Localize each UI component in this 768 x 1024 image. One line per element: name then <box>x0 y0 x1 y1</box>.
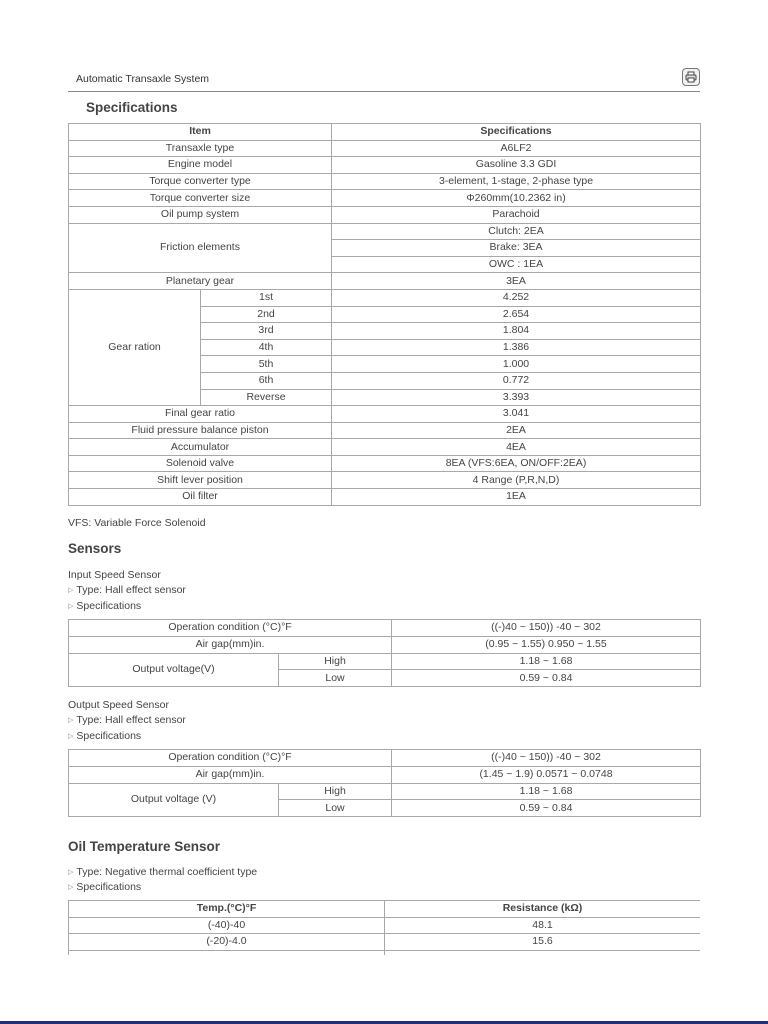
col-header-item: Item <box>69 124 332 141</box>
item-cell: Air gap(mm)in. <box>69 636 392 653</box>
table-header-row <box>69 901 701 918</box>
spec-cell: Clutch: 2EA <box>332 223 701 240</box>
vfs-note: VFS: Variable Force Solenoid <box>68 517 206 529</box>
table-row <box>69 422 701 439</box>
oil-temp-heading: Oil Temperature Sensor <box>68 839 221 854</box>
spec-cell: (1.45 ~ 1.9) 0.0571 ~ 0.0748 <box>392 766 701 783</box>
resistance-cell: 15.6 <box>385 934 701 951</box>
page-title: Automatic Transaxle System <box>76 73 210 85</box>
list-item: ▷ Type: Hall effect sensor <box>68 584 186 597</box>
triangle-bullet-icon: ▷ <box>68 587 74 595</box>
temp-cell <box>69 950 385 955</box>
output-sensor-table <box>68 749 701 817</box>
spec-cell: Φ260mm(10.2362 in) <box>332 190 701 207</box>
input-sensor-info <box>68 568 186 614</box>
list-item: ▷ Type: Hall effect sensor <box>68 714 186 727</box>
spec-cell: (0.95 ~ 1.55) 0.950 ~ 1.55 <box>392 636 701 653</box>
item-cell: Oil pump system <box>69 206 332 223</box>
temp-cell: (-40)-40 <box>69 917 385 934</box>
spec-cell: 1.000 <box>332 356 701 373</box>
sub-item-cell: High <box>279 653 392 670</box>
spec-cell: Gasoline 3.3 GDI <box>332 157 701 174</box>
item-cell: Final gear ratio <box>69 406 332 423</box>
sub-item-cell: 5th <box>201 356 332 373</box>
spec-cell: 2EA <box>332 422 701 439</box>
table-row <box>69 439 701 456</box>
spec-cell: 1.18 ~ 1.68 <box>392 653 701 670</box>
table-row <box>69 206 701 223</box>
list-item: ▷ Specifications <box>68 881 142 894</box>
spec-cell: A6LF2 <box>332 140 701 157</box>
table-row <box>69 472 701 489</box>
item-cell: Friction elements <box>69 223 332 273</box>
sub-item-cell: Low <box>279 800 392 817</box>
item-cell: Oil filter <box>69 489 332 506</box>
table-header-row <box>69 124 701 141</box>
triangle-bullet-icon: ▷ <box>68 884 74 892</box>
sub-item-cell: 3rd <box>201 323 332 340</box>
item-cell: Torque converter type <box>69 173 332 190</box>
table-row <box>69 223 701 240</box>
table-row <box>69 190 701 207</box>
table-row <box>69 140 701 157</box>
oil-temp-table <box>68 900 700 955</box>
output-sensor-info <box>68 698 186 744</box>
table-row <box>69 289 701 306</box>
table-row <box>69 653 701 670</box>
spec-cell: 4EA <box>332 439 701 456</box>
list-item: ▷ Type: Negative thermal coefficient type <box>68 866 258 878</box>
sub-item-cell: High <box>279 783 392 800</box>
spec-cell: 3-element, 1-stage, 2-phase type <box>332 173 701 190</box>
sub-item-cell: 4th <box>201 339 332 356</box>
spec-cell: 0.772 <box>332 372 701 389</box>
item-cell: Operation condition (°C)°F <box>69 750 392 767</box>
spec-cell: 1.804 <box>332 323 701 340</box>
table-row <box>69 783 701 800</box>
item-cell: Transaxle type <box>69 140 332 157</box>
item-cell: Engine model <box>69 157 332 174</box>
resistance-cell: 48.1 <box>385 917 701 934</box>
item-cell: Torque converter size <box>69 190 332 207</box>
spec-cell: 3EA <box>332 273 701 290</box>
col-header-resistance: Resistance (kΩ) <box>385 901 701 918</box>
item-cell: Air gap(mm)in. <box>69 766 392 783</box>
item-cell: Output voltage (V) <box>69 783 279 817</box>
table-row <box>69 917 701 934</box>
spec-cell: 1.18 ~ 1.68 <box>392 783 701 800</box>
triangle-bullet-icon: ▷ <box>68 717 74 725</box>
specifications-table <box>68 123 701 506</box>
item-cell: Planetary gear <box>69 273 332 290</box>
table-row <box>69 620 701 637</box>
sub-item-cell: Low <box>279 670 392 687</box>
table-row <box>69 750 701 767</box>
table-row <box>69 173 701 190</box>
spec-cell: Parachoid <box>332 206 701 223</box>
spec-cell: 1.386 <box>332 339 701 356</box>
col-header-temp: Temp.(°C)°F <box>69 901 385 918</box>
item-cell: Shift lever position <box>69 472 332 489</box>
table-row <box>69 455 701 472</box>
table-row <box>69 157 701 174</box>
printer-icon <box>685 71 697 83</box>
spec-cell: 1EA <box>332 489 701 506</box>
oil-temp-info <box>68 865 257 896</box>
spec-cell: OWC : 1EA <box>332 256 701 273</box>
sub-item-cell: 2nd <box>201 306 332 323</box>
list-item: ▷ Specifications <box>68 599 142 612</box>
spec-cell: 3.041 <box>332 406 701 423</box>
item-cell: Operation condition (°C)°F <box>69 620 392 637</box>
spec-cell: 4 Range (P,R,N,D) <box>332 472 701 489</box>
spec-cell: Brake: 3EA <box>332 240 701 257</box>
item-cell: Output voltage(V) <box>69 653 279 687</box>
table-row <box>69 950 701 955</box>
spec-cell: 3.393 <box>332 389 701 406</box>
table-row <box>69 273 701 290</box>
specifications-heading: Specifications <box>86 100 178 115</box>
temp-cell: (-20)-4.0 <box>69 934 385 951</box>
sensors-heading: Sensors <box>68 541 122 556</box>
list-item: ▷ Specifications <box>68 729 142 742</box>
table-row <box>69 489 701 506</box>
input-sensor-title: Input Speed Sensor <box>68 569 161 581</box>
sub-item-cell: 1st <box>201 289 332 306</box>
print-button[interactable] <box>682 68 700 86</box>
oil-temp-table-viewport <box>68 900 700 955</box>
table-row <box>69 406 701 423</box>
sub-item-cell: Reverse <box>201 389 332 406</box>
resistance-cell <box>385 950 701 955</box>
input-sensor-table <box>68 619 701 687</box>
triangle-bullet-icon: ▷ <box>68 869 74 876</box>
spec-cell: 4.252 <box>332 289 701 306</box>
spec-cell: ((-)40 ~ 150)) -40 ~ 302 <box>392 750 701 767</box>
table-row <box>69 766 701 783</box>
spec-cell: 0.59 ~ 0.84 <box>392 670 701 687</box>
item-cell: Fluid pressure balance piston <box>69 422 332 439</box>
output-sensor-title: Output Speed Sensor <box>68 699 169 711</box>
page-header <box>68 70 700 92</box>
triangle-bullet-icon: ▷ <box>68 732 74 740</box>
triangle-bullet-icon: ▷ <box>68 602 74 610</box>
item-cell: Accumulator <box>69 439 332 456</box>
table-row <box>69 636 701 653</box>
spec-cell: 8EA (VFS:6EA, ON/OFF:2EA) <box>332 455 701 472</box>
item-cell: Gear ration <box>69 289 201 405</box>
item-cell: Solenoid valve <box>69 455 332 472</box>
col-header-spec: Specifications <box>332 124 701 141</box>
sub-item-cell: 6th <box>201 372 332 389</box>
spec-cell: 0.59 ~ 0.84 <box>392 800 701 817</box>
table-row <box>69 934 701 951</box>
spec-cell: ((-)40 ~ 150)) -40 ~ 302 <box>392 620 701 637</box>
spec-cell: 2.654 <box>332 306 701 323</box>
